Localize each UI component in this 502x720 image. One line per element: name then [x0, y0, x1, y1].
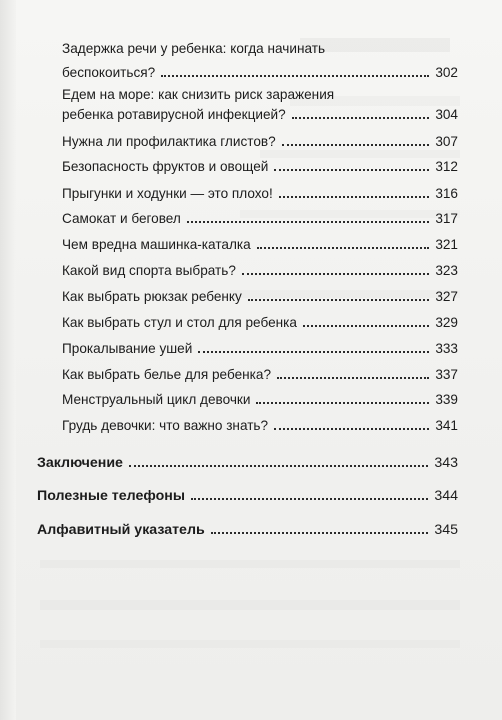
toc-page-number: 323 — [435, 263, 458, 278]
toc-entry — [62, 185, 458, 203]
toc-entry — [62, 314, 458, 332]
dot-leader — [198, 351, 429, 353]
toc-entry — [62, 40, 458, 82]
toc-page-number: 343 — [434, 455, 458, 471]
toc-chapter-title: Заключение — [37, 455, 123, 471]
toc-entry-title: Грудь девочки: что важно знать? — [62, 418, 269, 433]
toc-entry — [62, 236, 458, 254]
toc-page-number: 317 — [435, 211, 458, 226]
toc-chapter-entry — [37, 487, 458, 505]
dot-leader — [274, 169, 429, 171]
toc-entry — [62, 417, 458, 435]
toc-entry — [62, 366, 458, 384]
toc-entry-title: Как выбрать белье для ребенка? — [62, 367, 272, 382]
dot-leader — [211, 532, 429, 534]
toc-chapter-title: Полезные телефоны — [37, 488, 185, 504]
dot-leader — [248, 299, 429, 301]
toc-entry-title: Прыгунки и ходунки — это плохо! — [62, 186, 273, 201]
dot-leader — [242, 273, 429, 275]
dot-leader — [292, 117, 430, 119]
dot-leader — [129, 465, 428, 467]
toc-entry-title: Как выбрать стул и стол для ребенка — [62, 315, 297, 330]
toc-chapter-title: Алфавитный указатель — [37, 522, 205, 538]
show-through-mark — [40, 640, 460, 648]
show-through-mark — [40, 560, 460, 568]
toc-entry — [62, 288, 458, 306]
toc-chapter-entry — [37, 454, 458, 472]
toc-page-number: 344 — [434, 488, 458, 504]
toc-entry — [62, 86, 458, 124]
dot-leader — [187, 221, 429, 223]
toc-page-number: 333 — [435, 341, 458, 356]
toc-page-number: 337 — [435, 367, 458, 382]
dot-leader — [282, 144, 430, 146]
toc-chapter-entry — [37, 521, 458, 539]
dot-leader — [256, 402, 429, 404]
dot-leader — [303, 325, 429, 327]
dot-leader — [274, 428, 429, 430]
toc-page-number: 312 — [435, 159, 458, 174]
toc-entry-title: Безопасность фруктов и овощей — [62, 159, 269, 174]
page-edge — [0, 0, 16, 720]
toc-page-number: 302 — [435, 65, 458, 80]
toc-entry-title-cont: беспокоиться? — [62, 65, 156, 80]
toc-entry-title: Как выбрать рюкзак ребенку — [62, 289, 242, 304]
dot-leader — [277, 377, 429, 379]
toc-entry-title: Чем вредна машинка-каталка — [62, 237, 251, 252]
toc-entry-title: Самокат и беговел — [62, 211, 181, 226]
toc-page-number: 327 — [435, 289, 458, 304]
toc-entry — [62, 262, 458, 280]
toc-entry-title: Задержка речи у ребенка: когда начинать — [62, 41, 326, 56]
toc-entry-title: Едем на море: как снизить риск заражения — [62, 87, 335, 102]
dot-leader — [257, 247, 430, 249]
toc-entry-title: Прокалывание ушей — [62, 341, 193, 356]
dot-leader — [279, 196, 430, 198]
toc-entry — [62, 391, 458, 409]
toc-entry — [62, 133, 458, 151]
toc-entry — [62, 210, 458, 228]
toc-page-number: 321 — [435, 237, 458, 252]
toc-page-number: 345 — [434, 522, 458, 538]
toc-entry-title: Менструальный цикл девочки — [62, 392, 251, 407]
toc-page-number: 339 — [435, 392, 458, 407]
toc-entry-title: Какой вид спорта выбрать? — [62, 263, 236, 278]
show-through-mark — [260, 150, 460, 158]
toc-page-number: 304 — [435, 107, 458, 122]
toc-page-number: 316 — [435, 186, 458, 201]
toc-entry-title-cont: ребенка ротавирусной инфекцией? — [62, 107, 286, 122]
toc-entry — [62, 340, 458, 358]
show-through-mark — [40, 600, 460, 610]
dot-leader — [191, 498, 428, 500]
dot-leader — [161, 75, 429, 77]
toc-page-number: 307 — [435, 134, 458, 149]
toc-entry-title: Нужна ли профилактика глистов? — [62, 134, 276, 149]
toc-page-number: 341 — [435, 418, 458, 433]
toc-page-number: 329 — [435, 315, 458, 330]
toc-entry — [62, 158, 458, 176]
